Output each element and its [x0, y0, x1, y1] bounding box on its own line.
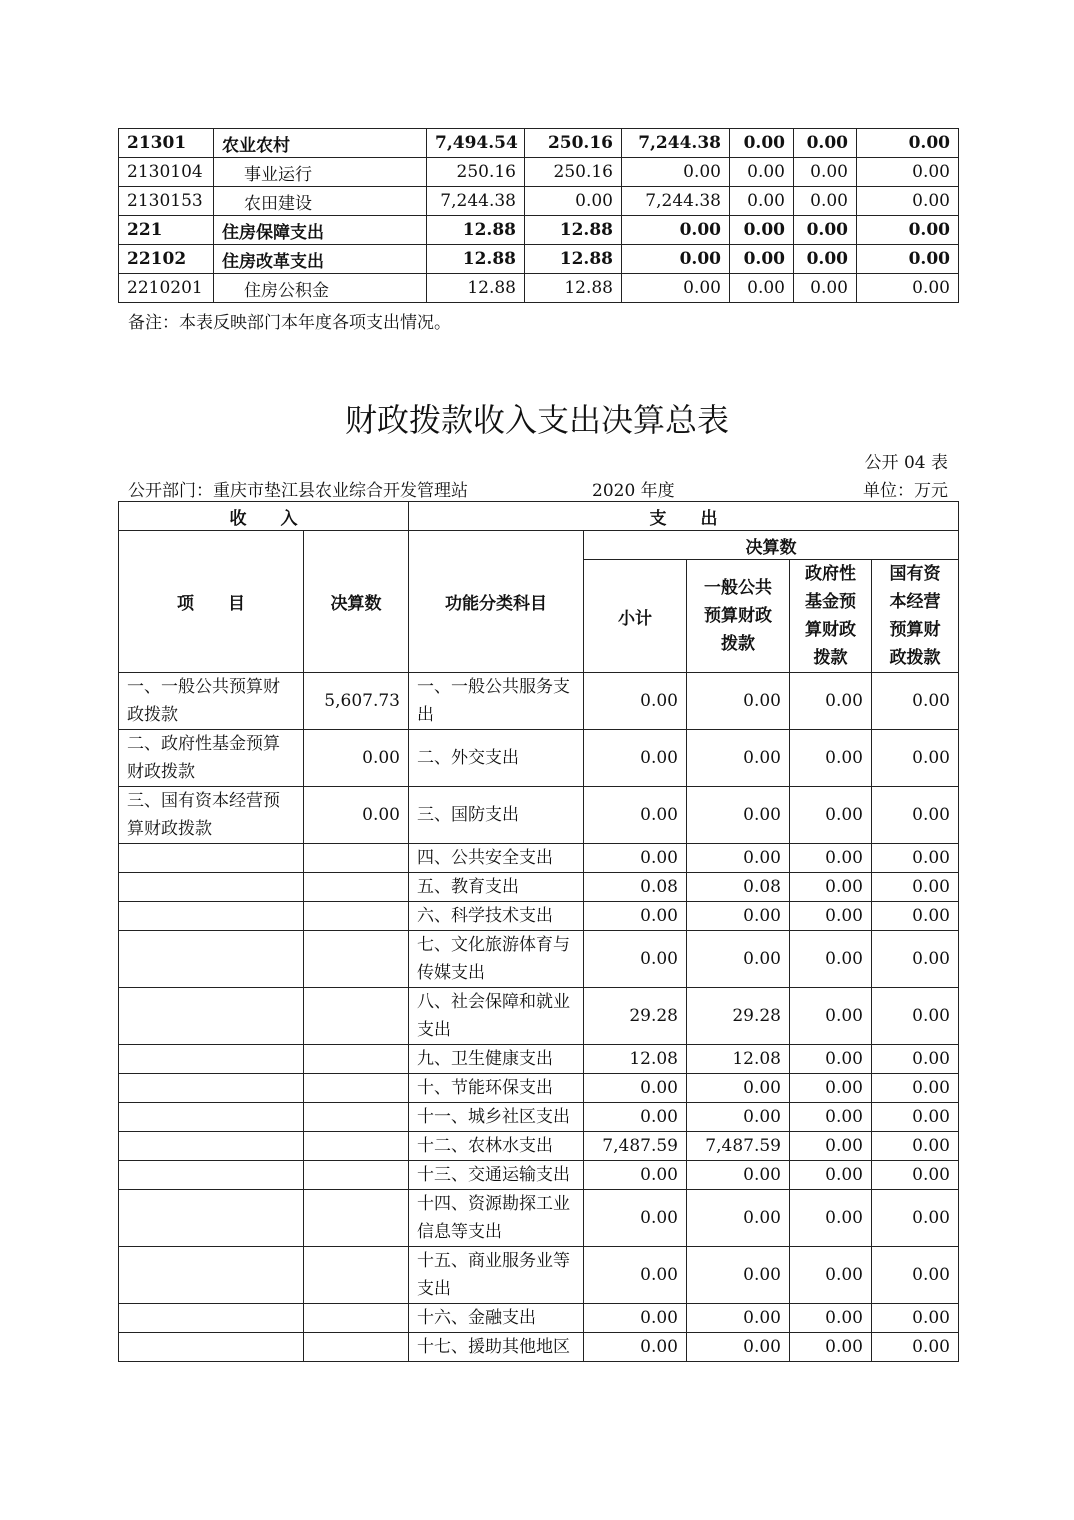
subtotal-cell: 0.00	[584, 1190, 687, 1247]
table-row	[119, 1247, 959, 1304]
income-cell: 二、政府性基金预算财政拨款	[119, 730, 304, 787]
row-value: 12.88	[427, 216, 525, 245]
row-value: 0.00	[730, 187, 794, 216]
amount-cell	[304, 1103, 409, 1132]
amount-cell	[304, 1333, 409, 1362]
income-cell	[119, 1103, 304, 1132]
income-cell	[119, 873, 304, 902]
row-name: 农田建设	[214, 187, 427, 216]
gov-fund-cell: 0.00	[790, 1074, 872, 1103]
income-cell	[119, 1045, 304, 1074]
subtotal-cell: 0.00	[584, 1304, 687, 1333]
table-row	[119, 931, 959, 988]
subject-cell: 六、科学技术支出	[409, 902, 584, 931]
subject-cell: 七、文化旅游体育与传媒支出	[409, 931, 584, 988]
gov-fund-cell: 0.00	[790, 844, 872, 873]
amount-cell	[304, 1190, 409, 1247]
fiscal-summary-table	[118, 501, 959, 1362]
subtotal-cell: 0.00	[584, 787, 687, 844]
subject-cell: 四、公共安全支出	[409, 844, 584, 873]
general-cell: 0.00	[687, 1247, 790, 1304]
subtotal-cell: 0.00	[584, 1161, 687, 1190]
amount-cell	[304, 988, 409, 1045]
row-code: 2130153	[119, 187, 214, 216]
row-value: 0.00	[730, 245, 794, 274]
income-cell	[119, 988, 304, 1045]
table-row	[119, 844, 959, 873]
gov-fund-cell: 0.00	[790, 988, 872, 1045]
amount-cell: 0.00	[304, 787, 409, 844]
gov-fund-cell: 0.00	[790, 787, 872, 844]
row-value: 0.00	[857, 274, 959, 303]
gov-fund-cell: 0.00	[790, 1333, 872, 1362]
table-row	[119, 158, 959, 187]
income-cell	[119, 902, 304, 931]
state-capital-header: 国有资本经营预算财政拨款	[872, 560, 959, 673]
state-capital-cell: 0.00	[872, 902, 959, 931]
subtotal-cell: 0.00	[584, 1247, 687, 1304]
subject-cell: 五、教育支出	[409, 873, 584, 902]
state-capital-cell: 0.00	[872, 1045, 959, 1074]
table-row	[119, 187, 959, 216]
state-capital-cell: 0.00	[872, 873, 959, 902]
row-value: 0.00	[622, 158, 730, 187]
row-value: 0.00	[622, 216, 730, 245]
gov-fund-cell: 0.00	[790, 1103, 872, 1132]
subject-cell: 一、一般公共服务支出	[409, 673, 584, 730]
subtotal-cell: 0.00	[584, 931, 687, 988]
table-row	[119, 245, 959, 274]
subtotal-cell: 0.00	[584, 902, 687, 931]
subject-cell: 十三、交通运输支出	[409, 1161, 584, 1190]
general-cell: 29.28	[687, 988, 790, 1045]
row-value: 7,244.38	[427, 187, 525, 216]
item-header: 项 目	[119, 531, 304, 673]
row-code: 22102	[119, 245, 214, 274]
table-row	[119, 787, 959, 844]
table-row	[119, 216, 959, 245]
general-budget-header: 一般公共预算财政拨款	[687, 560, 790, 673]
unit-label: 单位：万元	[863, 481, 948, 501]
amount-cell	[304, 1247, 409, 1304]
state-capital-cell: 0.00	[872, 1247, 959, 1304]
row-value: 0.00	[857, 187, 959, 216]
row-value: 0.00	[857, 129, 959, 158]
row-code: 221	[119, 216, 214, 245]
row-value: 7,494.54	[427, 129, 525, 158]
row-value: 250.16	[427, 158, 525, 187]
subject-cell: 十四、资源勘探工业信息等支出	[409, 1190, 584, 1247]
table-row	[119, 129, 959, 158]
state-capital-cell: 0.00	[872, 1074, 959, 1103]
func-subject-header: 功能分类科目	[409, 531, 584, 673]
row-value: 0.00	[525, 187, 622, 216]
amount-cell	[304, 1161, 409, 1190]
subject-cell: 九、卫生健康支出	[409, 1045, 584, 1074]
table-row	[119, 730, 959, 787]
subject-cell: 八、社会保障和就业支出	[409, 988, 584, 1045]
table-row	[119, 274, 959, 303]
row-value: 0.00	[794, 274, 857, 303]
row-value: 0.00	[730, 129, 794, 158]
row-value: 0.00	[622, 245, 730, 274]
row-value: 12.88	[427, 274, 525, 303]
row-name: 农业农村	[214, 129, 427, 158]
final-amount-header: 决算数	[584, 531, 959, 560]
income-cell	[119, 1190, 304, 1247]
row-value: 12.88	[525, 274, 622, 303]
row-value: 0.00	[622, 274, 730, 303]
row-value: 0.00	[730, 158, 794, 187]
income-cell: 三、国有资本经营预算财政拨款	[119, 787, 304, 844]
subject-cell: 十六、金融支出	[409, 1304, 584, 1333]
income-cell	[119, 1132, 304, 1161]
row-value: 0.00	[794, 129, 857, 158]
form-number: 公开 04 表	[864, 453, 948, 473]
table-note: 备注：本表反映部门本年度各项支出情况。	[128, 313, 451, 333]
subtotal-header: 小计	[584, 560, 687, 673]
row-value: 0.00	[794, 216, 857, 245]
amount-cell	[304, 931, 409, 988]
table-row	[119, 673, 959, 730]
row-value: 0.00	[857, 245, 959, 274]
subject-cell: 十七、援助其他地区	[409, 1333, 584, 1362]
general-cell: 0.00	[687, 1103, 790, 1132]
row-value: 0.00	[794, 158, 857, 187]
general-cell: 0.00	[687, 787, 790, 844]
general-cell: 7,487.59	[687, 1132, 790, 1161]
row-value: 0.00	[794, 245, 857, 274]
table-row	[119, 873, 959, 902]
general-cell: 12.08	[687, 1045, 790, 1074]
subtotal-cell: 0.00	[584, 730, 687, 787]
row-value: 0.00	[730, 274, 794, 303]
gov-fund-cell: 0.00	[790, 931, 872, 988]
row-value: 12.88	[525, 245, 622, 274]
row-value: 12.88	[427, 245, 525, 274]
table-row	[119, 902, 959, 931]
subject-cell: 十一、城乡社区支出	[409, 1103, 584, 1132]
general-cell: 0.00	[687, 1161, 790, 1190]
row-value: 0.00	[730, 216, 794, 245]
table-row	[119, 1333, 959, 1362]
page-title: 财政拨款收入支出决算总表	[344, 401, 729, 439]
gov-fund-cell: 0.00	[790, 1161, 872, 1190]
general-cell: 0.00	[687, 1074, 790, 1103]
subtotal-cell: 29.28	[584, 988, 687, 1045]
table-row	[119, 1190, 959, 1247]
subtotal-cell: 0.08	[584, 873, 687, 902]
state-capital-cell: 0.00	[872, 787, 959, 844]
row-name: 住房保障支出	[214, 216, 427, 245]
gov-fund-header: 政府性基金预算财政拨款	[790, 560, 872, 673]
amount-cell	[304, 844, 409, 873]
expense-header: 支 出	[409, 502, 959, 531]
subtotal-cell: 0.00	[584, 1074, 687, 1103]
state-capital-cell: 0.00	[872, 931, 959, 988]
general-cell: 0.00	[687, 1190, 790, 1247]
state-capital-cell: 0.00	[872, 1103, 959, 1132]
expense-detail-table	[118, 128, 959, 303]
income-cell	[119, 1333, 304, 1362]
income-cell	[119, 1074, 304, 1103]
subject-cell: 三、国防支出	[409, 787, 584, 844]
row-code: 2210201	[119, 274, 214, 303]
table-row	[119, 1074, 959, 1103]
gov-fund-cell: 0.00	[790, 1045, 872, 1074]
general-cell: 0.00	[687, 1304, 790, 1333]
income-cell: 一、一般公共预算财政拨款	[119, 673, 304, 730]
general-cell: 0.00	[687, 673, 790, 730]
gov-fund-cell: 0.00	[790, 1132, 872, 1161]
general-cell: 0.00	[687, 844, 790, 873]
amount-cell	[304, 873, 409, 902]
row-value: 250.16	[525, 129, 622, 158]
row-name: 住房改革支出	[214, 245, 427, 274]
subject-cell: 十五、商业服务业等支出	[409, 1247, 584, 1304]
row-name: 住房公积金	[214, 274, 427, 303]
state-capital-cell: 0.00	[872, 1132, 959, 1161]
row-code: 2130104	[119, 158, 214, 187]
gov-fund-cell: 0.00	[790, 730, 872, 787]
income-cell	[119, 1247, 304, 1304]
general-cell: 0.00	[687, 902, 790, 931]
state-capital-cell: 0.00	[872, 730, 959, 787]
general-cell: 0.00	[687, 931, 790, 988]
subtotal-cell: 12.08	[584, 1045, 687, 1074]
amount-cell	[304, 1074, 409, 1103]
amount-cell	[304, 1132, 409, 1161]
table-row	[119, 1045, 959, 1074]
state-capital-cell: 0.00	[872, 1304, 959, 1333]
state-capital-cell: 0.00	[872, 673, 959, 730]
income-cell	[119, 1161, 304, 1190]
subject-cell: 十二、农林水支出	[409, 1132, 584, 1161]
row-value: 250.16	[525, 158, 622, 187]
subtotal-cell: 0.00	[584, 1103, 687, 1132]
subject-cell: 十、节能环保支出	[409, 1074, 584, 1103]
gov-fund-cell: 0.00	[790, 902, 872, 931]
amount-cell	[304, 902, 409, 931]
table-row	[119, 1132, 959, 1161]
department-label: 公开部门：重庆市垫江县农业综合开发管理站	[128, 481, 468, 501]
gov-fund-cell: 0.00	[790, 1304, 872, 1333]
subject-cell: 二、外交支出	[409, 730, 584, 787]
amount-cell: 0.00	[304, 730, 409, 787]
state-capital-cell: 0.00	[872, 1161, 959, 1190]
table-row	[119, 1304, 959, 1333]
general-cell: 0.00	[687, 730, 790, 787]
gov-fund-cell: 0.00	[790, 1247, 872, 1304]
income-cell	[119, 931, 304, 988]
amount-cell	[304, 1045, 409, 1074]
table-row	[119, 1103, 959, 1132]
general-cell: 0.08	[687, 873, 790, 902]
subtotal-cell: 0.00	[584, 1333, 687, 1362]
amount-cell: 5,607.73	[304, 673, 409, 730]
gov-fund-cell: 0.00	[790, 873, 872, 902]
row-value: 0.00	[857, 216, 959, 245]
table-row	[119, 1161, 959, 1190]
general-cell: 0.00	[687, 1333, 790, 1362]
row-value: 12.88	[525, 216, 622, 245]
gov-fund-cell: 0.00	[790, 1190, 872, 1247]
row-value: 7,244.38	[622, 187, 730, 216]
table-row	[119, 988, 959, 1045]
subtotal-cell: 7,487.59	[584, 1132, 687, 1161]
income-cell	[119, 844, 304, 873]
state-capital-cell: 0.00	[872, 988, 959, 1045]
row-value: 0.00	[794, 187, 857, 216]
gov-fund-cell: 0.00	[790, 673, 872, 730]
income-cell	[119, 1304, 304, 1333]
row-value: 0.00	[857, 158, 959, 187]
amount-cell	[304, 1304, 409, 1333]
row-code: 21301	[119, 129, 214, 158]
year-label: 2020 年度	[592, 481, 675, 501]
state-capital-cell: 0.00	[872, 1190, 959, 1247]
subtotal-cell: 0.00	[584, 673, 687, 730]
row-value: 7,244.38	[622, 129, 730, 158]
subtotal-cell: 0.00	[584, 844, 687, 873]
state-capital-cell: 0.00	[872, 1333, 959, 1362]
state-capital-cell: 0.00	[872, 844, 959, 873]
amount-header: 决算数	[304, 531, 409, 673]
row-name: 事业运行	[214, 158, 427, 187]
income-header: 收 入	[119, 502, 409, 531]
